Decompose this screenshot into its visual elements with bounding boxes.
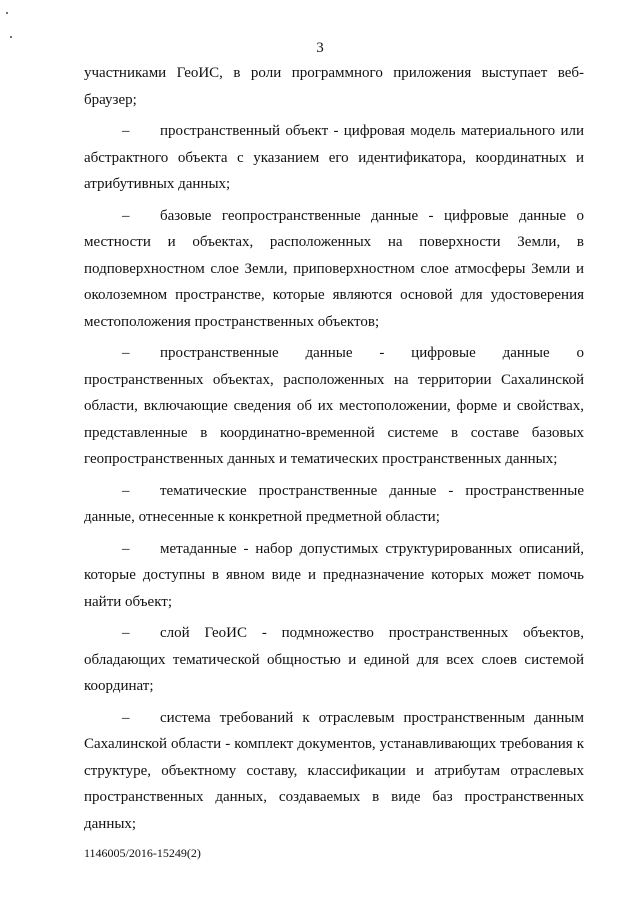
- paragraph-continuation: [84, 60, 584, 113]
- paragraph-text: система требований к отраслевым пространственным данным Сахалинской области - комплект документов, устанавливающих требования к структуре, объектному составу, классификации и атрибутам отраслевых пространственных данных, создаваемых в виде баз пространственных данных;: [84, 709, 584, 832]
- paragraph-text: базовые геопространственные данные - цифровые данные о местности и объектах, расположенных на поверхности Земли, в подповерхностном слое Земли, приповерхностном слое атмосферы Земли и околоземном пространстве, которые являются основой для удостоверения местоположения пространственных объектов;: [84, 207, 584, 330]
- scan-speck: [10, 36, 12, 38]
- paragraph-text: слой ГеоИС - подмножество пространственных объектов, обладающих тематической общностью и единой для всех слоев системой координат;: [84, 625, 584, 694]
- dash-marker: –: [122, 123, 130, 139]
- scan-speck: [6, 12, 8, 14]
- dash-marker: –: [122, 709, 130, 726]
- definition-item-thematic-data: [84, 478, 584, 531]
- dash-marker: –: [122, 540, 130, 557]
- paragraph-text: участниками ГеоИС, в роли программного приложения выступает веб-браузер;: [84, 65, 584, 108]
- dash-marker: –: [122, 625, 130, 641]
- document-id-footer: 1146005/2016-15249(2): [84, 846, 201, 860]
- paragraph-text: тематические пространственные данные - пространственные данные, отнесенные к конкретной предметной области;: [84, 482, 584, 525]
- page-number: 3: [316, 40, 324, 56]
- paragraph-text: метаданные - набор допустимых структурированных описаний, которые доступны в явном виде и предназначение которых может помочь найти объект;: [84, 540, 584, 610]
- dash-marker: –: [122, 207, 130, 224]
- paragraph-text: пространственные данные - цифровые данные о пространственных объектах, расположенных на территории Сахалинской области, включающие сведения об их местоположении, форме и свойствах, представленные в координатно-временной системе в составе базовых геопространственных данных и тематических пространственных данных;: [84, 345, 584, 467]
- definition-item-requirements-system: [84, 705, 584, 838]
- document-body: [84, 60, 584, 842]
- definition-item-geois-layer: [84, 620, 584, 700]
- definition-item-spatial-object: [84, 118, 584, 198]
- definition-item-metadata: [84, 536, 584, 616]
- definition-item-base-geodata: [84, 203, 584, 336]
- dash-marker: –: [122, 482, 130, 499]
- paragraph-text: пространственный объект - цифровая модель материального или абстрактного объекта с указанием его идентификатора, координатных и атрибутивных данных;: [84, 123, 584, 192]
- dash-marker: –: [122, 345, 130, 361]
- definition-item-spatial-data: [84, 340, 584, 473]
